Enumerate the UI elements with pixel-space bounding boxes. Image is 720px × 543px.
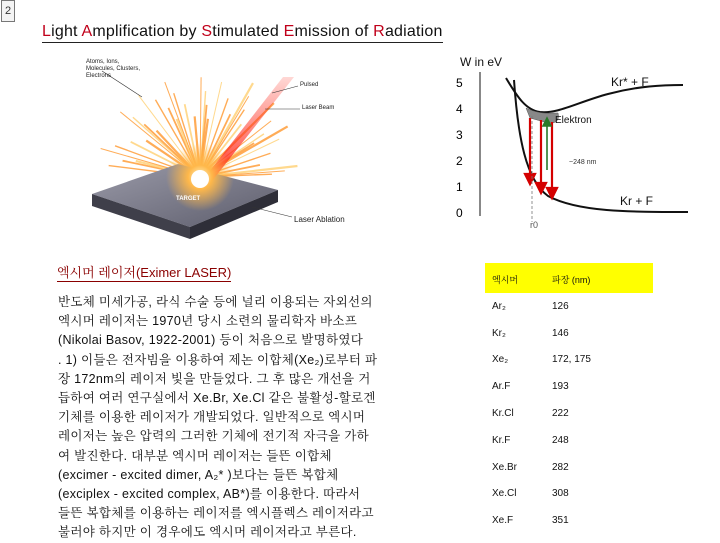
plasma-core [191, 170, 209, 188]
cell-excimer: Xe₂ [492, 354, 509, 366]
r0-label: r0 [530, 220, 539, 230]
excimer-wavelength-table [485, 263, 653, 534]
table-row [485, 373, 653, 400]
pulsed-label: Pulsed [300, 82, 319, 88]
tick-label: 5 [456, 76, 463, 90]
tick-label: 2 [456, 154, 463, 168]
ablation-pointer [252, 207, 292, 217]
section-heading: 엑시머 레이저(Eximer LASER) [57, 262, 231, 282]
cell-wavelength: 126 [552, 300, 569, 312]
target-label: TARGET [176, 196, 201, 202]
cell-excimer: Kr.F [492, 434, 511, 446]
table-row [485, 507, 653, 534]
table-row [485, 454, 653, 481]
header-wavelength: 파장 (nm) [552, 274, 591, 285]
cell-excimer: Ar.F [492, 381, 511, 393]
particles-label: Atoms, Ions, Molecules, Clusters, Electrons [86, 59, 141, 79]
table-row [485, 400, 653, 427]
cell-wavelength: 146 [552, 327, 569, 339]
tick-label: 4 [456, 102, 463, 116]
table-row [485, 293, 653, 320]
energy-level-diagram [448, 50, 698, 232]
cell-wavelength: 222 [552, 408, 569, 420]
title-part: Amplification by [81, 23, 202, 40]
energy-axis-label: W in eV [460, 55, 503, 69]
tick-label: 1 [456, 180, 463, 194]
title-part: Stimulated [201, 23, 284, 40]
table-row [485, 347, 653, 374]
electron-arrow [543, 118, 551, 170]
cell-excimer: Xe.Cl [492, 488, 517, 500]
cell-excimer: Kr₂ [492, 327, 506, 339]
tick-label: 0 [456, 206, 463, 220]
cell-wavelength: 351 [552, 515, 569, 527]
table-row [485, 481, 653, 508]
body-paragraph: 반도체 미세가공, 라식 수술 등에 널리 이용되는 자외선의 엑시머 레이저는 1970년 당시 소련의 물리학자 바소프 (Nikolai Basov, 1922-2001) 등이 처음으로 발명하였다 . 1) 이들은 전자빔을 이용하여 제논 이합체(Xe₂)로부터 파 장 172nm의 레이저 빛을 만들었다. 그 후 많은 개선을 거 듭하여 여러 연구실에서 Xe.Br, Xe.Cl 같은 불활성-할로겐 기체를 이용한 레이저가 개발되었다. 일반적으로 엑시머 레이저는 높은 압력의 그러한 기체에 전기적 자극을 가하 여 발진한다. 대부분 엑시머 레이저는 들뜬 이합체 (excimer - excited dimer, A₂* )보다는 들뜬 복합체 (exciplex - excited complex, AB*)를 이용한다. 따라서 들뜬 복합체를 이용하는 레이저를 엑시플렉스 레이저라고 불러야 하지만 이 경우에도 엑시머 레이저라고 부른다. [58, 295, 378, 540]
table-row [485, 320, 653, 347]
slide-title [42, 23, 443, 43]
wavelength-label: ~248 nm [569, 159, 597, 166]
cell-excimer: Kr.Cl [492, 408, 514, 420]
table-header [485, 263, 653, 293]
electron-label: Elektron [555, 115, 592, 126]
transition-arrows [525, 118, 557, 198]
cell-excimer: Xe.Br [492, 461, 518, 473]
energy-ticks [456, 76, 463, 220]
title-part: Emission of [283, 23, 374, 40]
slide-number: 2 [1, 0, 15, 22]
upper-potential-curve [506, 78, 683, 112]
cell-excimer: Ar₂ [492, 300, 506, 312]
cell-wavelength: 172, 175 [552, 354, 591, 366]
cell-wavelength: 193 [552, 381, 569, 393]
header-excimer: 엑시머 [492, 274, 519, 285]
lower-curve-label: Kr + F [620, 194, 654, 208]
upper-curve-label: Kr* + F [611, 75, 649, 89]
cell-wavelength: 282 [552, 461, 569, 473]
laser-ablation-label: Laser Ablation [294, 215, 345, 224]
title-part: Light [42, 23, 82, 40]
tick-label: 3 [456, 128, 463, 142]
table-row [485, 427, 653, 454]
cell-wavelength: 248 [552, 434, 569, 446]
laser-beam-label: Laser Beam [302, 105, 335, 111]
cell-excimer: Xe.F [492, 515, 514, 527]
cell-wavelength: 308 [552, 488, 569, 500]
title-part: Radiation [373, 23, 443, 40]
laser-ablation-illustration [42, 57, 360, 257]
